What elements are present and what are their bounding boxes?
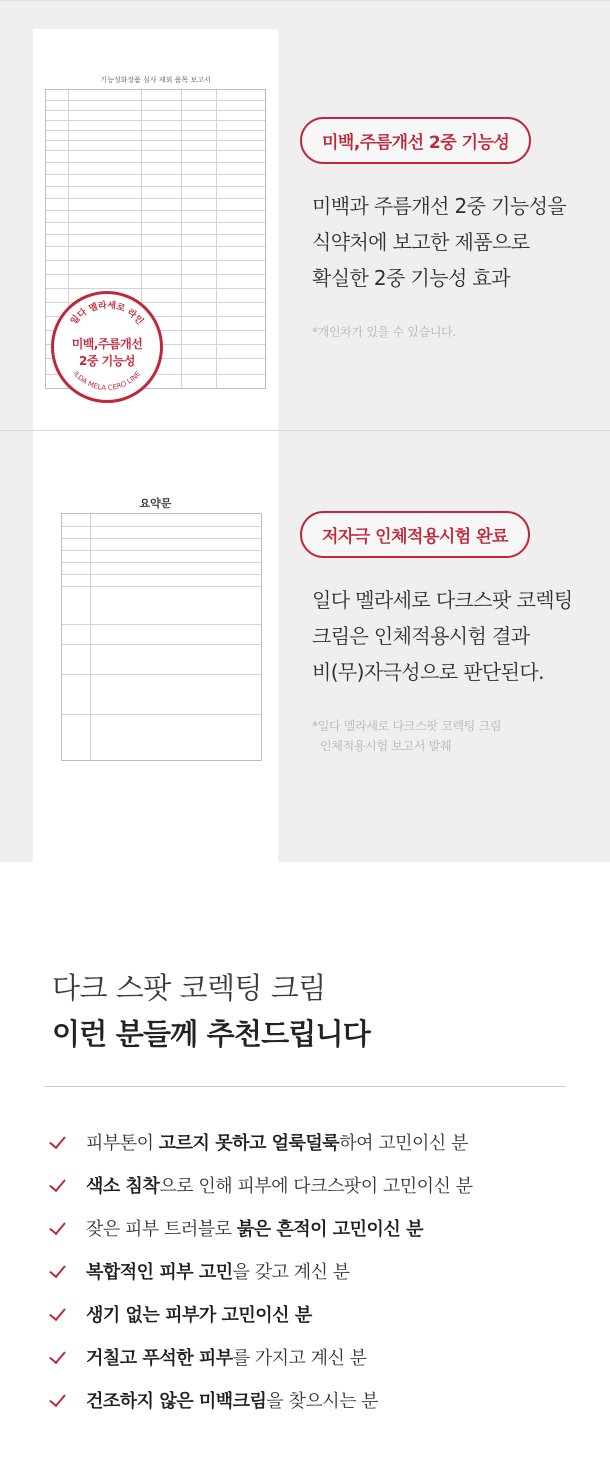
clinical-description	[300, 582, 600, 690]
stamp-line-1: 미백,주름개선	[71, 337, 143, 351]
desc-line: 일다 멜라세로 다크스팟 코렉팅	[312, 588, 573, 612]
check-icon	[48, 1389, 70, 1411]
item-text-regular: 하여 고민이신 분	[339, 1132, 468, 1154]
item-text-bold: 고르지 못하고 얼룩덜룩	[158, 1132, 340, 1154]
stamp-bottom-text: ILDA MELA CERO LINE	[71, 369, 143, 393]
recommend-item-text	[86, 1215, 423, 1241]
desc-line: 식약처에 보고한 제품으로	[312, 230, 530, 254]
document-title: 기능성화장품 심사 제외 품목 보고서	[100, 76, 211, 84]
recommend-item	[48, 1206, 473, 1249]
recommend-subtitle: 다크 스팟 코렉팅 크림	[52, 971, 326, 1005]
item-text-regular: 을 갖고 계신 분	[232, 1261, 350, 1283]
item-text-regular: 으로 인해 피부에 다크스팟이 고민이신 분	[159, 1175, 473, 1197]
recommend-item	[48, 1249, 473, 1292]
item-text-bold: 색소 침착	[86, 1175, 160, 1197]
recommend-item-text	[86, 1387, 378, 1413]
clinical-report-image	[33, 431, 278, 863]
svg-text:일다 멜라세로 라인	[68, 299, 147, 327]
recommend-title: 이런 분들께 추천드립니다	[52, 1017, 370, 1051]
check-icon	[48, 1346, 70, 1368]
clinical-info	[300, 511, 600, 756]
check-icon	[48, 1217, 70, 1239]
check-icon	[48, 1260, 70, 1282]
stamp-center-text	[54, 336, 160, 370]
stamp-line-2: 2중 기능성	[79, 354, 135, 368]
functional-info	[300, 117, 600, 342]
check-icon	[48, 1131, 70, 1153]
summary-table	[61, 513, 262, 761]
desc-line: 미백과 주름개선 2중 기능성을	[312, 194, 567, 218]
functional-description	[300, 188, 600, 296]
recommend-list	[48, 1120, 473, 1421]
clinical-test-section	[0, 430, 610, 862]
divider	[44, 1086, 566, 1087]
check-icon	[48, 1303, 70, 1325]
item-text-regular: 를 가지고 계신 분	[232, 1347, 367, 1369]
item-text-bold: 붉은 흔적이 고민이신 분	[236, 1218, 423, 1240]
document-title: 요약문	[139, 497, 172, 510]
desc-line: 비(무)자극성으로 판단된다.	[312, 660, 544, 684]
clinical-note	[300, 716, 600, 756]
recommend-item-text	[86, 1172, 473, 1198]
recommend-section	[0, 862, 610, 1461]
item-text-bold: 건조하지 않은 미백크림	[86, 1390, 267, 1412]
recommend-item-text	[86, 1344, 367, 1370]
item-text-regular: 을 찾으시는 분	[266, 1390, 379, 1412]
functional-pill: 미백,주름개선 2중 기능성	[300, 117, 531, 164]
check-icon	[48, 1174, 70, 1196]
note-line: 인체적용시험 보고서 발췌	[320, 739, 452, 753]
item-text-bold: 복합적인 피부 고민	[86, 1261, 233, 1283]
desc-line: 크림은 인체적용시험 결과	[312, 624, 530, 648]
item-text-bold: 거칠고 푸석한 피부	[86, 1347, 233, 1369]
functional-cosmetic-section	[0, 0, 610, 430]
item-text-bold: 생기 없는 피부가 고민이신 분	[86, 1304, 312, 1326]
recommend-item-text	[86, 1301, 312, 1327]
svg-text:ILDA MELA CERO LINE	[72, 370, 143, 392]
item-text-regular: 피부톤이	[86, 1132, 159, 1154]
desc-line: 확실한 2중 기능성 효과	[312, 266, 510, 290]
recommend-item	[48, 1335, 473, 1378]
item-text-regular: 잦은 피부 트러블로	[86, 1218, 237, 1240]
report-document-image	[33, 29, 278, 431]
clinical-pill: 저자극 인체적용시험 완료	[300, 511, 530, 558]
recommend-item-text	[86, 1258, 350, 1284]
recommend-item	[48, 1163, 473, 1206]
functional-note: *개인차가 있을 수 있습니다.	[312, 325, 456, 339]
stamp-top-text: 일다 멜라세로 라인	[69, 300, 145, 327]
recommend-item	[48, 1120, 473, 1163]
functional-stamp	[51, 291, 163, 403]
recommend-item	[48, 1292, 473, 1335]
recommend-item	[48, 1378, 473, 1421]
note-line: *일다 멜라세로 다크스팟 코렉팅 크림	[312, 719, 502, 733]
recommend-item-text	[86, 1129, 468, 1155]
